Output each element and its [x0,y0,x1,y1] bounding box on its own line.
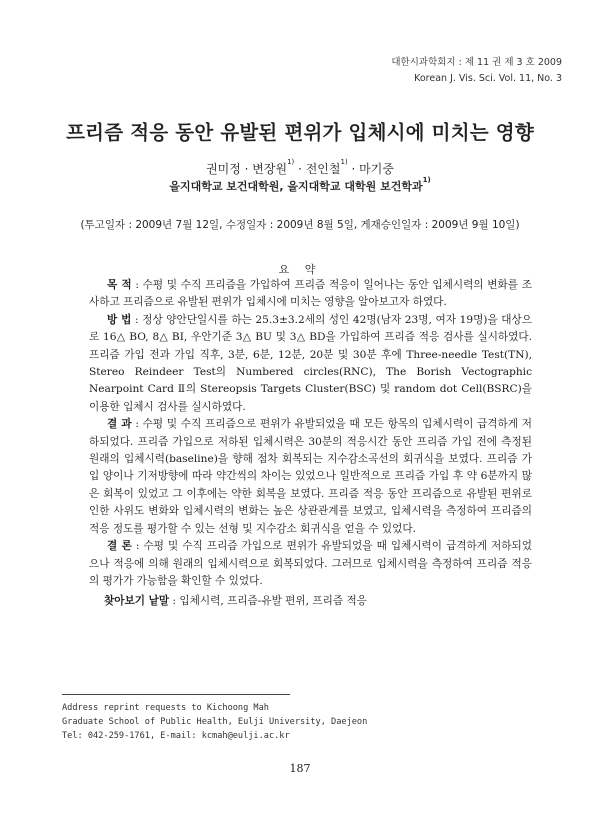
abstract-heading: 요 약 [278,263,322,276]
footnote-line: Graduate School of Public Health, Eulji University, Daejeon [62,717,368,727]
affiliation-mark: 1) [422,176,431,184]
abstract-conclusion [89,538,532,590]
author-name: 마기중 [359,162,394,176]
keywords [104,593,534,608]
section-text: : 정상 양안단일시를 하는 25.3±3.2세의 성인 42명(남자 23명, 여자 19명)을 대상으로 16△ BO, 8△ BI, 우안기준 3△ BU 및 3△ BD을 가입하여 프리즘 적응 검사를 실시하였다. 프리즘 가입 전과 가입 직후, 3분, 6분, 12분, 20분 및 30분 후에 Three-needle Test(TN), Stereo Reindeer Test의 Numbered circles(RNC), The Borish Vectographic Nearpoint Card Ⅱ의 Stereopsis Targets Cluster(BSC) 및 random dot Cell(BSRC)을 이용한 입체시 검사를 실시하였다. [89,313,532,413]
submission-dates: (투고일자 : 2009년 7월 12일, 수정일자 : 2009년 8월 5일, 게재승인일자 : 2009년 9월 10일) [80,219,520,231]
author-name: 전인철 [305,162,341,176]
section-text: : 수평 및 수직 프리즘 가입으로 편위가 유발되었을 때 입체시력이 급격하게 저하되었으나 적응에 의해 원래의 입체시력으로 회복되었다. 그러므로 입체시력을 측정하여 프리즘 적응의 평가가 가능함을 확인할 수 있었다. [89,540,532,587]
author-affil-mark: 1) [340,158,348,166]
author-separator: · [347,162,360,176]
author-name: 권미정 [206,162,241,176]
section-label: 결 론 [107,540,132,553]
journal-line-english: Korean J. Vis. Sci. Vol. 11, No. 3 [414,73,562,84]
footnote-line: Address reprint requests to Kichoong Mah [62,703,269,713]
author-separator: · [294,162,306,176]
footnote-divider [62,694,290,695]
footnote-line: Tel: 042-259-1761, E-mail: kcmah@eulji.ac.kr [62,731,290,741]
journal-line-korean: 대한시과학회지 : 제 11 권 제 3 호 2009 [391,57,562,68]
abstract-results [89,416,532,538]
correspondence-footnote [62,701,462,743]
affiliation [0,178,600,194]
author-separator: · [240,162,253,176]
journal-header [391,55,562,87]
section-label: 목 적 [107,279,132,291]
page-number: 187 [289,762,311,775]
abstract-methods [89,312,532,416]
keywords-label: 찾아보기 낱말 [104,595,170,607]
abstract-body [89,277,532,590]
section-label: 방 법 [107,313,132,326]
section-label: 결 과 [107,418,132,431]
section-text: : 수평 및 수직 프리즘을 가입하여 프리즘 적응이 일어나는 동안 입체시력의 변화를 조사하고 프리즘으로 유발된 편위가 입체시에 미치는 영향을 알아보고자 하였다. [89,279,532,309]
keywords-text: : 입체시력, 프리즘-유발 편위, 프리즘 적응 [169,595,367,607]
author-name: 변장원 [252,162,288,176]
author-list [0,160,600,177]
author-affil-mark: 1) [287,158,295,166]
paper-title: 프리즘 적응 동안 유발된 편위가 입체시에 미치는 영향 [66,121,534,144]
section-text: : 수평 및 수직 프리즘으로 편위가 유발되었을 때 모든 항목의 입체시력이 급격하게 저하되었다. 프리즘 가입으로 저하된 입체시력은 30분의 적응시간 동안 프리즘 가입 전에 측정된 원래의 입체시력(baseline)을 향해 점차 회복되는 지수감소곡선의 회귀식을 보였다. 프리즘 가입 양이나 기저방향에 따라 약간씩의 차이는 있었으나 일반적으로 프리즘 가입 후 약 6분까지 많은 회복이 있었고 그 이후에는 약한 회복을 보였다. 프리즘 적응 동안 프리즘으로 유발된 편위로 인한 사위도 변화와 입체시력의 변화는 높은 상관관계를 보였고, 입체시력을 측정하여 프리즘의 적응 정도를 평가할 수 있는 선형 및 지수감소 회귀식을 얻을 수 있었다. [89,418,532,535]
affiliation-text: 을지대학교 보건대학원, 을지대학교 대학원 보건학과 [169,180,423,193]
abstract-purpose [89,277,532,312]
